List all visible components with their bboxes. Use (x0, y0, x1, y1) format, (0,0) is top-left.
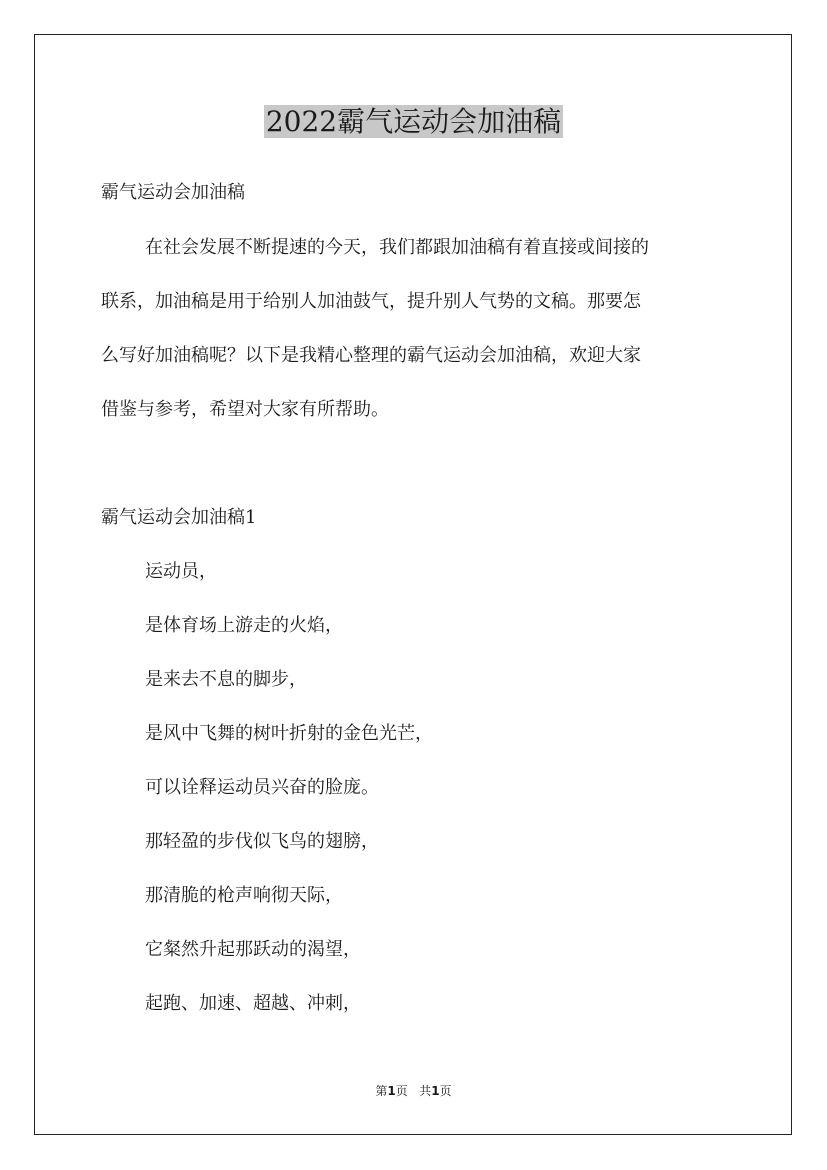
intro-line-3: 么写好加油稿呢？以下是我精心整理的霸气运动会加油稿，欢迎大家 (101, 345, 641, 366)
section-heading: 霸气运动会加油稿1 (101, 507, 257, 528)
poem-line-9: 起跑、加速、超越、冲刺， (145, 993, 361, 1014)
footer-page-unit: 页 (395, 1084, 408, 1098)
poem-line-4: 是风中飞舞的树叶折射的金色光芒， (145, 723, 433, 744)
footer-page-total: 1 (431, 1084, 440, 1098)
document-subtitle: 霸气运动会加油稿 (101, 182, 245, 203)
footer-page-current: 1 (387, 1084, 396, 1098)
page-footer (0, 1083, 827, 1099)
poem-line-5: 可以诠释运动员兴奋的脸庞。 (145, 777, 379, 798)
intro-line-4: 借鉴与参考，希望对大家有所帮助。 (101, 399, 389, 420)
poem-line-2: 是体育场上游走的火焰， (145, 615, 343, 636)
footer-page-prefix: 第 (375, 1084, 388, 1098)
footer-total-unit: 页 (439, 1084, 452, 1098)
intro-line-1: 在社会发展不断提速的今天，我们都跟加油稿有着直接或间接的 (145, 237, 649, 258)
poem-line-6: 那轻盈的步伐似飞鸟的翅膀， (145, 831, 379, 852)
poem-line-3: 是来去不息的脚步， (145, 669, 307, 690)
intro-line-2: 联系，加油稿是用于给别人加油鼓气，提升别人气势的文稿。那要怎 (101, 291, 641, 312)
footer-total-prefix: 共 (419, 1084, 432, 1098)
poem-line-7: 那清脆的枪声响彻天际， (145, 885, 343, 906)
poem-line-8: 它粲然升起那跃动的渴望， (145, 939, 361, 960)
document-title-text: 2022霸气运动会加油稿 (265, 105, 562, 138)
poem-line-1: 运动员， (145, 561, 217, 582)
document-title (0, 102, 827, 142)
